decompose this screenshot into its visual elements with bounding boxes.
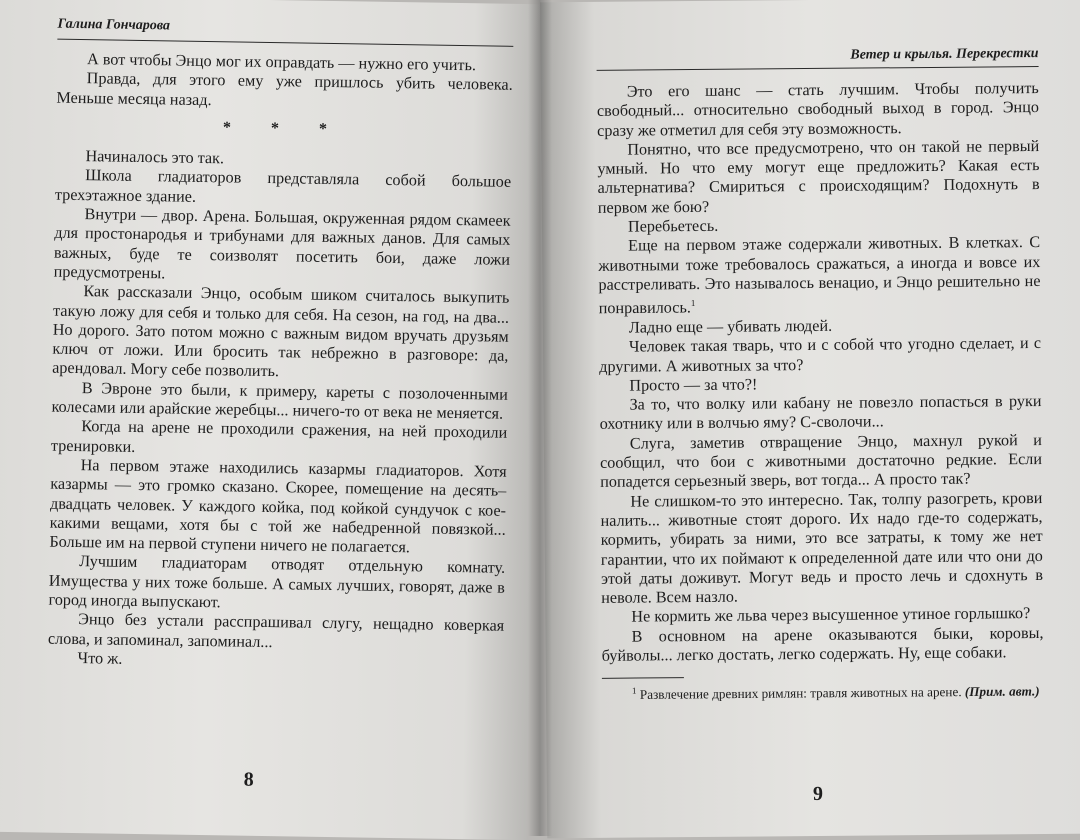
paragraph: Правда, для этого ему уже пришлось убить человека. Меньше месяца назад. xyxy=(56,69,513,109)
footnote xyxy=(602,679,1044,703)
paragraph: А вот чтобы Энцо мог их оправдать — нужно его учить. xyxy=(86,50,477,75)
book-spine-shadow xyxy=(528,0,552,836)
paragraph: Не слишком-то это интересно. Так, толпу разогреть, крови налить... животные стоят дорого. Их надо где-то содержать, кормить, убирать за ними, это все затраты, к тому же нет гарантии, что их поймают к определенной дате или что они до этой даты доживут. Могут ведь и просто лечь и сдохнуть в неволе. Всем назло. xyxy=(600,488,1044,607)
left-running-head: Галина Гончарова xyxy=(57,0,514,47)
paragraph: Что ж. xyxy=(77,648,123,668)
footnote-reference: 1 xyxy=(690,298,696,309)
paragraph: Просто — за что?! xyxy=(629,375,758,395)
paragraph: За то, что волку или кабану не повезло попасться в руки охотнику или в волчью яму? С-сволочи... xyxy=(599,392,1042,434)
right-page-text xyxy=(597,79,1044,704)
footnote-mark: 1 xyxy=(631,685,637,696)
paragraph: Начиналось это так. xyxy=(85,147,225,168)
paragraph: Слуга, заметив отвращение Энцо, махнул рукой и сообщил, что бои с животными достаточно редкие. Если попадется серьезный зверь, вот тогда... А просто так? xyxy=(599,430,1043,492)
paragraph: В Эвроне это были, к примеру, кареты с позолоченными колесами или арайские жеребцы... ничего-то от века не меняется. xyxy=(51,378,508,423)
paragraph: Внутри — двор. Арена. Большая, окруженная рядом скамеек для простонародья и трибунами для важных данов. Для самых важных, буде те соизволят посетить бои, даже ложи предусмотрены. xyxy=(53,205,511,283)
paragraph: Когда на арене не проходили сражения, на ней проходили тренировки. xyxy=(50,417,508,456)
footnote-author-note: (Прим. авт.) xyxy=(964,683,1040,700)
right-page-number: 9 xyxy=(812,782,824,806)
paragraph-with-footnote xyxy=(598,233,1041,318)
paragraph-text: Еще на первом этаже содержали животных. В клетках. С животными тоже требовалось сражаться, а иногда и вовсе их расстреливать. Это называлось венацио, и Энцо решительно не понравилось. xyxy=(598,233,1041,318)
paragraph: Не кормить же льва через высушенное утиное горлышко? xyxy=(631,604,1031,626)
left-page-number: 8 xyxy=(243,768,254,791)
paragraph: В основном на арене оказываются быки, коровы, буйволы... легко достать, легко содержать. Ну, еще собаки. xyxy=(601,623,1044,665)
paragraph: Это его шанс — стать лучшим. Чтобы получить свободный... относительно свободный выход в город. Энцо сразу же отметил для себя эту возможность. xyxy=(596,79,1040,140)
paragraph: Энцо без устали расспрашивал слугу, нещадно коверкая слова, и запоминал, запоминал... xyxy=(47,610,505,651)
right-page xyxy=(540,0,1080,838)
section-separator: * * * xyxy=(222,119,346,139)
left-page-text xyxy=(47,50,513,675)
paragraph: Перебьетесь. xyxy=(627,216,719,236)
paragraph: Ладно еще — убивать людей. xyxy=(628,316,833,337)
paragraph: Человек такая тварь, что и с собой что угодно сделает, и с другими. А животных за что? xyxy=(599,334,1042,376)
footnote-divider xyxy=(602,677,684,679)
paragraph: Понятно, что все предусмотрено, что он такой не первый умный. Но что ему могут еще предложить? Какая есть альтернатива? Смириться с происходящим? Подохнуть в первом же бою? xyxy=(597,136,1040,217)
paragraph: Школа гладиаторов представляла собой большое трехэтажное здание. xyxy=(54,166,512,206)
paragraph: Лучшим гладиаторам отводят отдельную комнату. Имущества у них тоже больше. А самых лучших, говорят, даже в город иногда выпускают. xyxy=(48,552,506,612)
right-running-head: Ветер и крылья. Перекрестки xyxy=(596,0,1039,71)
paragraph: На первом этаже находились казармы гладиаторов. Хотя казармы — это громко сказано. Скорее, помещение на десять–двадцать человек. У каждого койка, под койкой сундучок с кое-какими вещами, хотя бы с той же набедренной повязкой... Больше им на первой ступени ничего не полагается. xyxy=(49,456,507,557)
paragraph: Как рассказали Энцо, особым шиком считалось выкупить такую ложу для себя и только для себя. На сезон, на год, на два... Но дорого. Зато потом можно с важным видом вручать друзьям ключ от ложи. Или бросить так небрежно в разговоре: да, арендовал. Могу себе позволить. xyxy=(52,282,510,381)
footnote-text: Развлечение древних римлян: травля животных на арене. xyxy=(639,684,962,703)
